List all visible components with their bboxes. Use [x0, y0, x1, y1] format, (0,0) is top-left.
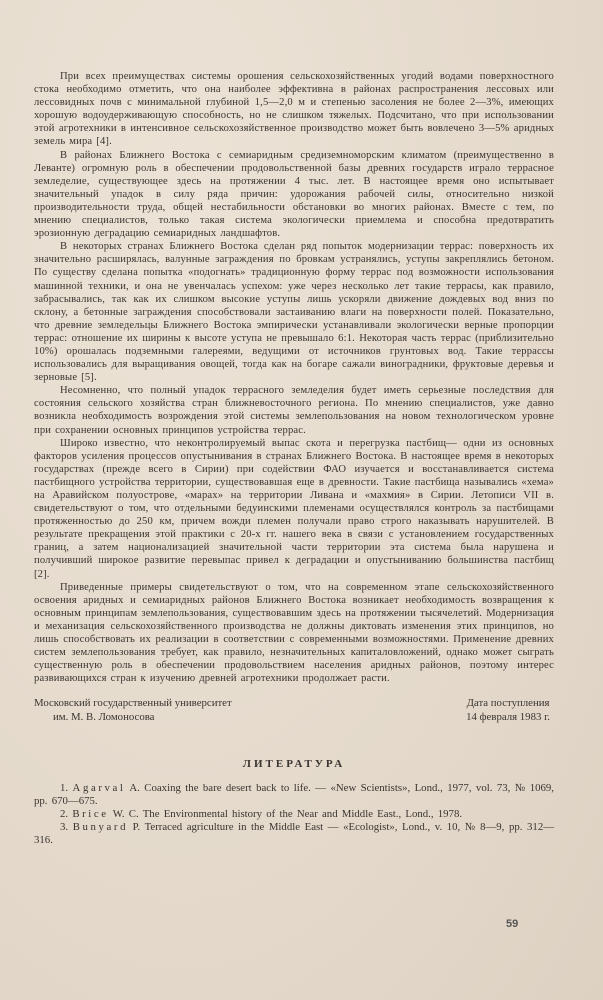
reference-number: 3. — [60, 820, 69, 833]
paragraph-pastures: Широко известно, что неконтролируемый выпас скота и перегрузка пастбищ— одни из основных факторов усиления процессов опустынивания в странах Ближнего Востока. В настоящее время в некоторых государствах (прежде всего в Сирии) при содействии ФАО изучается и восстанавливается система пастбищного устройства территории, существовавшая еще в древности. Такие пастбища назывались «хема» на Аравийском полуострове, «марах» на территории Ливана и «махмия» в Сирии. Летописи VII в. свидетельствуют о том, что отдельными бедуинскими племенами осуществлялся контроль за пастбищами протяженностью до 250 км, причем вожди племен получали право строго наказывать нарушителей. В результате прекращения этой практики с 20-х гг. нашего века в связи с установлением государственных границ, а затем национализацией значительной части территории эта система была нарушена и получивший широкое развитие перевыпас привел к деградации и опустыниванию большинства пастбищ [2]. — [34, 437, 554, 580]
article-page — [34, 70, 554, 846]
paragraph-terrace-modernization: В некоторых странах Ближнего Востока сделан ряд попыток модернизации террас: поверхность их значительно расширялась, валунные заграждения по бровкам устранялись, уступы закреплялись бетоном. По существу сделана попытка «подогнать» традиционную форму террас под возможности использования машинной техники, и она не увенчалась успехом: уже через несколько лет такие террасы, как правило, забрасывались, так как их слишком высокие уступы лишь ускоряли движение дождевых вод вниз по склону, а бетонные заграждения способствовали застаиванию влаги на поверхности полей. Показательно, что древние земледельцы Ближнего Востока эмпирически устанавливали экологически верные пропорции террас: отношение их ширины к высоте уступа не превышало 6:1. Некоторая часть террас (приблизительно 10%) орошалась подземными галереями, ведущими от источников грунтовых вод. Такие террассы использовались для выращивания овощей, тогда как на богаре сажали виноградники, фруктовые деревья и зерновые [5]. — [34, 241, 554, 384]
received-date: 14 февраля 1983 г. — [466, 710, 550, 723]
references-list — [34, 782, 554, 846]
institution-line-2: им. М. В. Ломоносова — [53, 710, 155, 723]
article-body — [34, 70, 554, 685]
reference-number: 2. — [60, 808, 69, 820]
paragraph-irrigation: При всех преимуществах системы орошения сельскохозяйственных угодий водами поверхностного стока необходимо отметить, что она наиболее эффективна в районах распространения лессовых или лессовидных почв с минимальной глубиной 1,5—2,0 м и степенью засоления не более 2—3%, имеющих хорошую водоудерживающую способность, но не слишком тяжелых. Подсчитано, что при использовании этой агротехники в интенсивное сельскохозяйственное производство может быть вовлечено 3—5% аридных земель мира [4]. — [34, 71, 554, 148]
reference-author: Brice — [72, 808, 109, 820]
received-date-block — [466, 697, 554, 724]
reference-item — [34, 782, 554, 808]
institution — [34, 697, 232, 724]
paragraph-terrace-farming: В районах Ближнего Востока с семиаридным средиземноморским климатом (преимущественно в Леванте) огромную роль в обеспечении продовольственной базы древних государств играло террасное земледелие, существующее здесь на протяжении 4 тыс. лет. В настоящее время оно испытывает значительный упадок в силу ряда причин: удорожания рабочей силы, относительно низкой производительности труда, общей нестабильности обстановки во многих районах. Вместе с тем, по мнению специалистов, только такая система экологически приемлема и способна предотвратить эрозионную деградацию семиаридных ландшафтов. — [34, 149, 554, 240]
page-number: 59 — [506, 918, 519, 930]
reference-item — [34, 821, 554, 847]
received-label: Дата поступления — [466, 697, 550, 710]
paragraph-terrace-decline: Несомненно, что полный упадок террасного земледелия будет иметь серьезные последствия для состояния сельского хозяйства стран ближневосточного региона. По мнению специалистов, уже давно возникла необходимость возрождения этой системы землепользования на новом технологическом уровне при сохранении основных принципов устройства террас. — [34, 385, 554, 436]
reference-text: A. Coaxing the bare desert back to life. — «New Scientists», Lond., 1977, vol. 73, № 1069, pp. 670—675. — [34, 782, 554, 808]
reference-text: W. C. The Environmental history of the Near and Middle East., Lond., 1978. — [108, 808, 463, 820]
paragraph-conclusion: Приведенные примеры свидетельствуют о том, что на современном этапе сельскохозяйственного освоения аридных и семиаридных районов Ближнего Востока возникает необходимость возвращения к основным принципам землепользования, существовавшим здесь на протяжении тысячелетий. Модернизация и механизация сельскохозяйственного производства не должны диктовать изменения этих принципов, но лишь способствовать их реализации в соответствии с современными возможностями. Применение древних систем землепользования требует, как правило, незначительных капиталовложений, однако может сыграть существенную роль в обеспечении продовольствием населения аридных районов, поэтому интерес развивающихся стран к изучению древней агротехники продолжает расти. — [34, 581, 554, 685]
reference-author: Bunyard — [72, 820, 129, 833]
institution-line-1: Московский государственный университет — [34, 697, 232, 710]
reference-author: Agarval — [72, 782, 126, 795]
reference-text: P. Terraced agriculture in the Middle East — «Ecologist», Lond., v. 10, № 8—9, pp. 312—316. — [34, 820, 555, 846]
signature-block — [34, 697, 554, 724]
reference-item — [34, 808, 554, 821]
reference-number: 1. — [60, 782, 69, 795]
references-title: ЛИТЕРАТУРА — [242, 758, 346, 771]
